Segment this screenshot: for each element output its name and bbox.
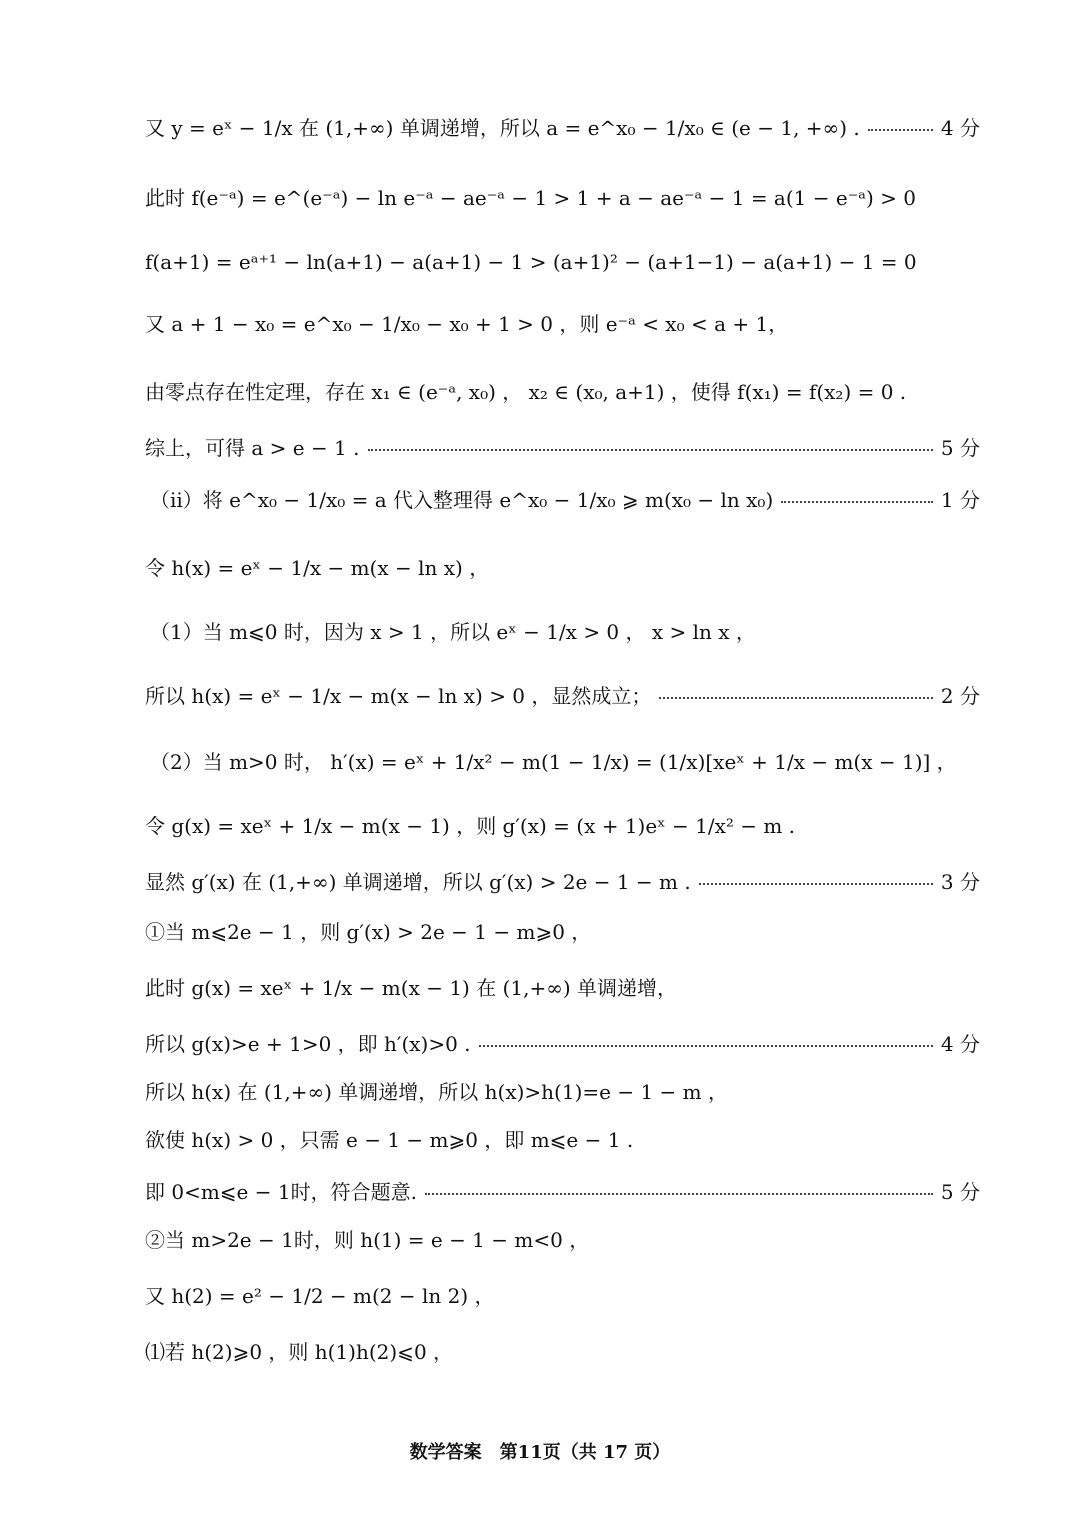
line-text: （1）当 m⩽0 时，因为 x > 1 ，所以 eˣ − 1/x > 0 ， x > ln x ， <box>150 620 756 644</box>
score-mark: 3 分 <box>940 870 980 894</box>
line-text: 又 h(2) = e² − 1/2 − m(2 − ln 2) ， <box>145 1284 495 1308</box>
line-text: 显然 g′(x) 在 (1,+∞) 单调递增，所以 g′(x) > 2e − 1 − m . <box>145 870 691 894</box>
line-text: 由零点存在性定理，存在 x₁ ∈ (e⁻ᵃ, x₀) ， x₂ ∈ (x₀, a+1) ，使得 f(x₁) = f(x₂) = 0 . <box>145 380 907 404</box>
line-text: 令 h(x) = eˣ − 1/x − m(x − ln x) ， <box>145 556 490 580</box>
solution-line-15 <box>145 978 980 998</box>
score-mark: 4 分 <box>940 116 980 140</box>
solution-line-22 <box>145 1342 980 1362</box>
page-footer: 数学答案 第11页（共 17 页） <box>409 1442 671 1463</box>
line-text: 所以 h(x) 在 (1,+∞) 单调递增，所以 h(x)>h(1)=e − 1 − m ， <box>145 1080 728 1104</box>
line-text: ①当 m⩽2e − 1 ，则 g′(x) > 2e − 1 − m⩾0 ， <box>145 920 592 944</box>
solution-line-3 <box>145 252 980 272</box>
solution-line-13 <box>145 872 980 892</box>
solution-line-17 <box>145 1082 980 1102</box>
line-text: 又 y = eˣ − 1/x 在 (1,+∞) 单调递增，所以 a = e^x₀ − 1/x₀ ∈ (e − 1, +∞) . <box>145 116 860 140</box>
solution-line-20 <box>145 1230 980 1250</box>
line-text: 欲使 h(x) > 0 ，只需 e − 1 − m⩾0 ，即 m⩽e − 1 . <box>145 1128 634 1152</box>
line-text: 所以 g(x)>e + 1>0 ，即 h′(x)>0 . <box>145 1032 471 1056</box>
solution-line-1 <box>145 118 980 138</box>
solution-line-14 <box>145 922 980 942</box>
dot-leader <box>781 501 933 503</box>
solution-line-5 <box>145 382 980 402</box>
score-mark: 4 分 <box>940 1032 980 1056</box>
dot-leader <box>479 1045 933 1047</box>
line-text: 即 0<m⩽e − 1时，符合题意. <box>145 1180 417 1204</box>
solution-line-18 <box>145 1130 980 1150</box>
solution-line-16 <box>145 1034 980 1054</box>
score-mark: 2 分 <box>940 684 980 708</box>
dot-leader <box>659 697 933 699</box>
score-mark: 1 分 <box>940 488 980 512</box>
line-text: 又 a + 1 − x₀ = e^x₀ − 1/x₀ − x₀ + 1 > 0 ，则 e⁻ᵃ < x₀ < a + 1， <box>145 312 789 336</box>
line-text: （ii）将 e^x₀ − 1/x₀ = a 代入整理得 e^x₀ − 1/x₀ ⩾ m(x₀ − ln x₀) <box>150 488 774 512</box>
solution-line-10 <box>145 686 980 706</box>
solution-line-19 <box>145 1182 980 1202</box>
dot-leader <box>425 1193 933 1195</box>
line-text: 综上，可得 a > e − 1 . <box>145 436 360 460</box>
solution-line-7 <box>150 490 980 510</box>
line-text: 此时 g(x) = xeˣ + 1/x − m(x − 1) 在 (1,+∞) 单调递增， <box>145 976 678 1000</box>
dot-leader <box>868 129 933 131</box>
solution-line-11 <box>150 752 980 772</box>
solution-line-21 <box>145 1286 980 1306</box>
dot-leader <box>699 883 933 885</box>
line-text: 令 g(x) = xeˣ + 1/x − m(x − 1) ，则 g′(x) = (x + 1)eˣ − 1/x² − m . <box>145 814 796 838</box>
line-text: ⑴若 h(2)⩾0 ，则 h(1)h(2)⩽0 ， <box>145 1340 454 1364</box>
solution-line-9 <box>150 622 980 642</box>
solution-line-6 <box>145 438 980 458</box>
line-text: ②当 m>2e − 1时，则 h(1) = e − 1 − m<0 ， <box>145 1228 590 1252</box>
line-text: （2）当 m>0 时， h′(x) = eˣ + 1/x² − m(1 − 1/x) = (1/x)[xeˣ + 1/x − m(x − 1)] ， <box>150 750 957 774</box>
line-text: f(a+1) = eᵃ⁺¹ − ln(a+1) − a(a+1) − 1 > (a+1)² − (a+1−1) − a(a+1) − 1 = 0 <box>145 250 917 274</box>
line-text: 所以 h(x) = eˣ − 1/x − m(x − ln x) > 0 ，显然成立； <box>145 684 652 708</box>
solution-line-8 <box>145 558 980 578</box>
solution-line-2 <box>145 188 980 208</box>
solution-line-4 <box>145 314 980 334</box>
solution-line-12 <box>145 816 980 836</box>
dot-leader <box>368 449 933 451</box>
score-mark: 5 分 <box>940 1180 980 1204</box>
line-text: 此时 f(e⁻ᵃ) = e^(e⁻ᵃ) − ln e⁻ᵃ − ae⁻ᵃ − 1 > 1 + a − ae⁻ᵃ − 1 = a(1 − e⁻ᵃ) > 0 <box>145 186 916 210</box>
score-mark: 5 分 <box>940 436 980 460</box>
